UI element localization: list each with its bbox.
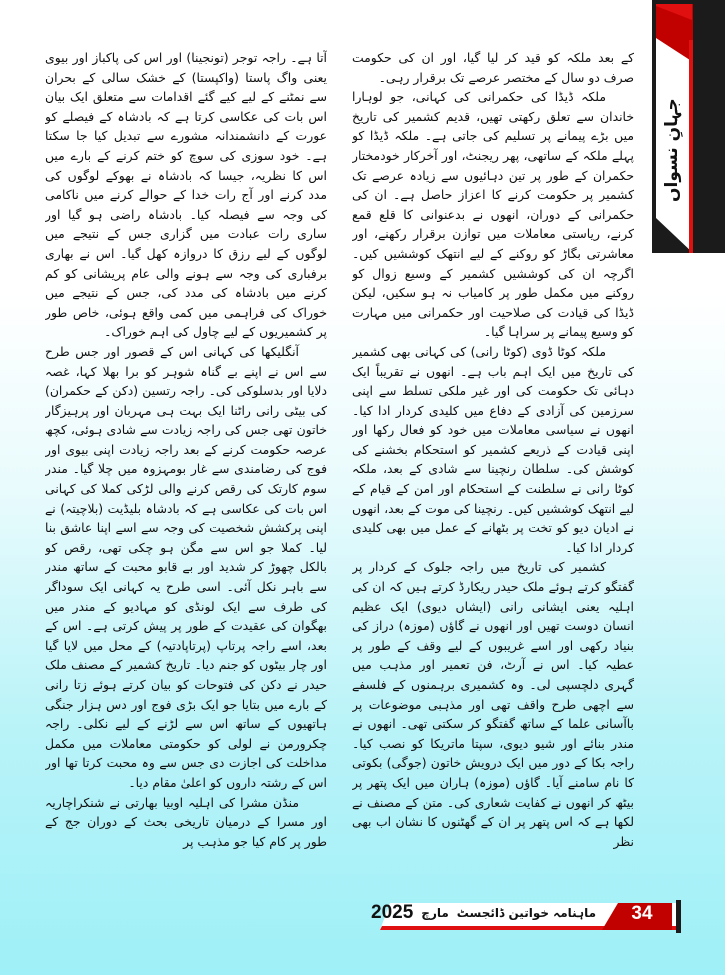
footer-end-bar — [676, 900, 681, 933]
magazine-title: ماہنامہ خواتین ڈائجسٹ — [456, 906, 596, 920]
section-side-band — [693, 0, 725, 253]
footer-month: مارچ — [421, 906, 449, 920]
paragraph: ملکہ کوٹا ڈوی (کوٹا رانی) کی کہانی بھی کشمیر کی تاریخ میں ایک اہم باب ہے۔ انھوں نے تقریباً ایک دہائی تک حکومت کی اور غیر ملکی تسلط سے اپنی سرزمین کی آزادی کے دفاع میں کلیدی کردار ادا کیا۔ انھوں نے سیاسی معاملات میں خود کو فعال رکھا اور اپنی قیادت کے ذریعے کشمیر کو استحکام بخشنے کی کوشش کی۔ سلطان رنچینا سے شادی کے بعد، ملکہ کوٹا رانی نے سلطنت کے استحکام اور امن کے قیام کے لیے انتھک کوششیں کیں۔ رنچینا کی موت کے بعد، انھوں نے ادیان دیو کو تخت پر بٹھانے کے عمل میں بھی کلیدی کردار ادا کیا۔ — [352, 343, 634, 555]
paragraph: کشمیر کی تاریخ میں راجہ جلوک کے کردار پر گفتگو کرتے ہوئے ملک حیدر ریکارڈ کرتے ہیں کہ ان کی اہلیہ یعنی ایشانی رانی (ایشاں دیوی) ایک عظیم انسان دوست تھیں اور انھوں نے گاؤں (موزہ) دراز کی بنیاد رکھی اور اسے غریبوں کے لیے وقف کے طور پر عطیہ کیا۔ اس نے آرٹ، فن تعمیر اور مذہب میں گہری دلچسپی لی۔ وہ کشمیری برہمنوں کے فلسفے سے اچھی طرح واقف تھی اور مذہبی موضوعات پر باآسانی علما کے ساتھ گفتگو کر سکتی تھی۔ انھوں نے مندر بنائے اور شیو دیوی، سپتا ماتریکا کو نصب کیا۔ راجہ بکا کے دور میں ایک درویش خاتون (جوگی) بکوتی کا نام سامنے آیا۔ گاؤں (موزہ) ہاران میں ایک پتھر پر بیٹھ کر انھوں نے کفایت شعاری کی۔ متن کے مصنف نے لکھا ہے کہ اس پتھر پر ان کے گھٹنوں کا نشان اب بھی نظر — [352, 559, 634, 849]
article-column-right — [352, 48, 634, 893]
footer-text-row — [371, 900, 596, 926]
paragraph: کے بعد ملکہ کو قید کر لیا گیا، اور ان کی حکومت صرف دو سال کے مختصر عرصے تک برقرار رہی۔ — [352, 50, 634, 85]
paragraph: آنگلیکھا کی کہانی اس کے قصور اور جس طرح سے اس نے اپنے بے گناہ شوہر کو برا بھلا کہا، غصہ دلایا اور بدسلوکی کی۔ راجہ رتسین (دکن کے حکمران) کی بیٹی رانی راٹنا ایک بہت ہی مہربان اور پرہیزگار خاتون تھی جس کی راجہ زیادت سے شادی ہوئی، کچھ عرصہ حکومت کرنے کے بعد راجہ زیادت اپنی بیوی اور فوج کی رضامندی سے غار بومہزوہ میں چلا گیا۔ مندر سوم کارتک کی رقص کرنے والی لڑکی کملا کی کہانی اس بات کی عکاسی ہے کہ بادشاہ بلیڈیت (بلاچیتہ) نے اپنی پرکشش شخصیت کی وجہ سے اسے اپنا عاشق بنا لیا۔ کملا جو اس سے مگن ہو چکی تھی، رقص کو بالکل چھوڑ کر شدید اور بے قابو محبت کے ساتھ مندر سے باہر نکل آئی۔ اسی طرح یہ کہانی ایک سوداگر کی طرف سے ایک لونڈی کو مہادیو کے مندر میں بھگوان کی عقیدت کے طور پر پیش کرتی ہے۔ اس کے بعد، اسے راجہ پرتاپ (پرتاپادتیہ) کے محل میں لایا گیا اور چار بیٹوں کو جنم دیا۔ تاریخ کشمیر کے مصنف ملک حیدر نے دکن کی فتوحات کو بیان کرتے ہوئے زتا رانی کے بارے میں بتایا جو ایک بڑی فوج اور دس ہزار جنگی ہاتھیوں کے ساتھ اس سے لڑنے کے لیے نکلی۔ راجہ چکرورمن نے لولی کو حکومتی معاملات میں مکمل مداخلت کی اجازت دی جس سے وہ محبت کرتا تھا اور اس کے رشتہ داروں کو اعلیٰ مقام دیا۔ — [45, 343, 327, 790]
paragraph: ملکہ ڈیڈا کی حکمرانی کی کہانی، جو لوہارا خاندان سے تعلق رکھتی تھیں، قدیم کشمیر کی تاریخ میں بڑے پیمانے پر تسلیم کی جاتی ہے۔ ملکہ ڈیڈا کو پہلے ملکہ کے ساتھی، پھر ریجنٹ، اور آخرکار خودمختار حکمران کے طور پر تین دہائیوں سے زیادہ عرصے تک کشمیر پر حکومت کرنے کا اعزاز حاصل ہے۔ ان کی حکمرانی کے دوران، انھوں نے بدعنوانی کا قلع قمع کرنے، ریاستی معاملات میں توازن برقرار رکھنے، اور معاشرتی بگاڑ کو روکنے کے لیے انتھک کوششیں کیں۔ اگرچہ ان کی کوششیں کشمیر کے وسیع زوال کو روکنے میں مکمل طور پر کامیاب نہ ہو سکیں، لیکن ڈیڈا کی قیادت کی صلاحیت اور حکمرانی میں مہارت کو وسیع پیمانے پر سراہا گیا۔ — [352, 89, 634, 340]
page-number: 34 — [631, 903, 653, 924]
section-title: جہانِ نسواں — [662, 98, 682, 202]
page-footer — [371, 900, 676, 933]
footer-year: 2025 — [371, 902, 414, 923]
paragraph: آتا ہے۔ راجہ توجر (تونجینا) اور اس کی پاکباز اور بیوی یعنی واگ پاستا (واکپستا) کے خشک سالی کے بحران سے نمٹنے کے لیے کیے گئے اقدامات سے متعلق ایک بیان اس بات کی عکاسی کرتا ہے کہ بادشاہ کے فیصلے کو عورت کے دانشمندانہ مشورے سے تبدیل کیا جا سکتا ہے۔ خود سوزی کی سوچ کو ختم کرنے کے بارے میں اس کا نظریہ، جیسا کہ بادشاہ نے بھوکے لوگوں کی مدد کرنے اور آج رات خدا کے حوالے کرنے میں ناکامی کی وجہ سے فیصلہ کیا۔ بادشاہ راضی ہو گیا اور ساری رات عبادت میں گزاری جس کے نتیجے میں لوگوں کے لیے رزق کا دروازہ کھل گیا۔ اس نے بھاری برفباری کی وجہ سے ہونے والی عام پریشانی کو کم کرنے میں بادشاہ کی مدد کی، جس کے نتیجے میں خوراک کی فراہمی میں کمی واقع ہوئی، خاص طور پر کشمیریوں کے لیے چاول کی اہم خوراک۔ — [45, 50, 327, 340]
paragraph: منڈن مشرا کی اہلیہ اوبیا بھارتی نے شنکراچاریہ اور مسرا کے درمیان تاریخی بحث کے دوران جج کے طور پر کام کیا جو مذہب پر — [45, 794, 327, 849]
article-column-left — [45, 48, 327, 893]
